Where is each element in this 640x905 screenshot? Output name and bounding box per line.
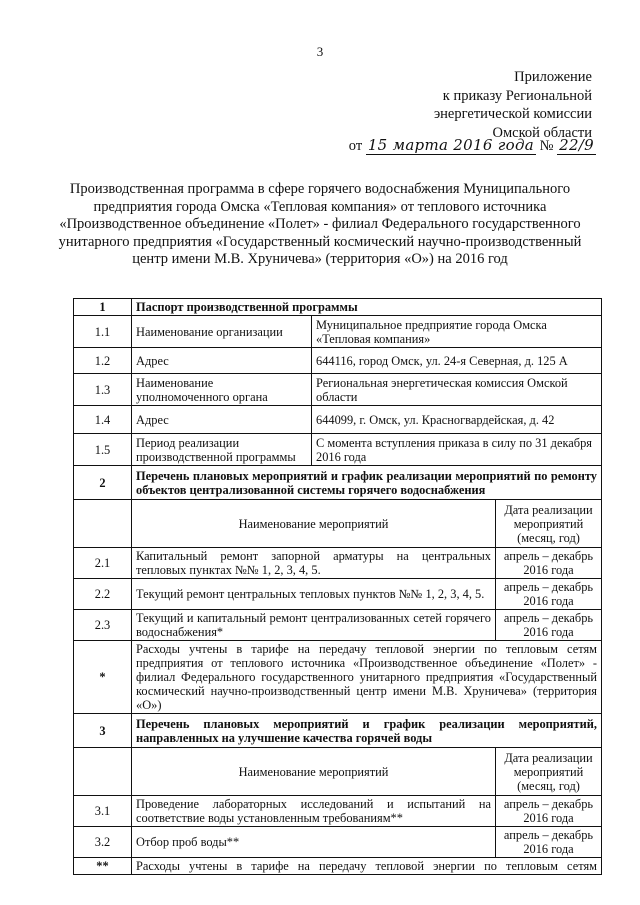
section-title: Перечень плановых мероприятий и график реализации мероприятий, направленных на улучшение качества горячей воды [132,714,602,748]
table-row [74,374,602,406]
row-value: 644099, г. Омск, ул. Красногвардейская, д. 42 [312,406,602,434]
section-number: 3 [74,714,132,748]
column-header-name: Наименование мероприятий [132,500,496,548]
table-row [74,434,602,466]
appendix-line: энергетической комиссии [433,106,592,122]
table-row [74,827,602,858]
appendix-line: Омской области [492,124,592,141]
date-prefix: от [348,138,363,154]
note-row [74,641,602,714]
activity-name: Текущий и капитальный ремонт централизованных сетей горячего водоснабжения* [132,610,496,641]
page-number: 3 [316,44,324,59]
row-number: 2.1 [74,548,132,579]
note-mark: ** [74,858,132,875]
row-number: 1.1 [74,316,132,348]
activity-name: Отбор проб воды** [132,827,496,858]
section-title: Перечень плановых мероприятий и график реализации мероприятий по ремонту объектов централизованной системы горячего водоснабжения [132,466,602,500]
handwritten-number: 22/9 [559,136,594,154]
activity-name: Капитальный ремонт запорной арматуры на центральных тепловых пунктах №№ 1, 2, 3, 4, 5. [132,548,496,579]
table-row [74,579,602,610]
row-number: 2.3 [74,610,132,641]
section-header-row [74,714,602,748]
section-title: Паспорт производственной программы [132,299,602,316]
table-row [74,406,602,434]
activity-date: апрель – декабрь 2016 года [496,579,602,610]
activity-date: апрель – декабрь 2016 года [496,796,602,827]
section-number: 2 [74,466,132,500]
column-header-date: Дата реализации мероприятий (месяц, год) [496,748,602,796]
row-label: Адрес [132,406,312,434]
handwritten-date: 15 марта 2016 года [367,136,535,154]
table-row [74,348,602,374]
table-row [74,796,602,827]
note-row [74,858,602,875]
row-number: 3.1 [74,796,132,827]
row-value: С момента вступления приказа в силу по 31 декабря 2016 года [312,434,602,466]
activity-name: Текущий ремонт центральных тепловых пунктов №№ 1, 2, 3, 4, 5. [132,579,496,610]
program-table [73,298,602,875]
note-mark: * [74,641,132,714]
row-number: 1.5 [74,434,132,466]
row-value: Региональная энергетическая комиссия Омской области [312,374,602,406]
column-header-name: Наименование мероприятий [132,748,496,796]
row-value: Муниципальное предприятие города Омска «Тепловая компания» [312,316,602,348]
row-label: Адрес [132,348,312,374]
section-number: 1 [74,299,132,316]
activity-name: Проведение лабораторных исследований и испытаний на соответствие воды установленным требованиям** [132,796,496,827]
column-header-row [74,500,602,548]
empty-cell [74,748,132,796]
row-number: 1.3 [74,374,132,406]
row-label: Наименование организации [132,316,312,348]
table-row [74,610,602,641]
table-row [74,548,602,579]
row-value: 644116, город Омск, ул. 24-я Северная, д. 125 А [312,348,602,374]
empty-cell [74,500,132,548]
section-header-row [74,466,602,500]
row-number: 2.2 [74,579,132,610]
table-row [74,316,602,348]
row-label: Период реализации производственной программы [132,434,312,466]
row-number: 1.4 [74,406,132,434]
activity-date: апрель – декабрь 2016 года [496,610,602,641]
activity-date: апрель – декабрь 2016 года [496,827,602,858]
note-text: Расходы учтены в тарифе на передачу тепловой энергии по тепловым сетям предприятия от теплового источника «Производственное объединение «Полет» - филиал Федерального государственного унитарного предприятия «Государственный космический научно-производственный центр имени М.В. Хруничева» (территория «О») [132,641,602,714]
appendix-block [434,68,592,142]
row-number: 3.2 [74,827,132,858]
row-number: 1.2 [74,348,132,374]
row-label: Наименование уполномоченного органа [132,374,312,406]
document-title: Производственная программа в сфере горячего водоснабжения Муниципального предприятия города Омска «Тепловая компания» от теплового источника «Производственное объединение «Полет» - филиал Федерального государственного унитарного предприятия «Государственный космический научно-производственный центр имени М.В. Хруничева» (территория «О») на 2016 год [58,181,582,268]
section-header-row [74,299,602,316]
column-header-date: Дата реализации мероприятий (месяц, год) [496,500,602,548]
note-text: Расходы учтены в тарифе на передачу тепловой энергии по тепловым сетям [132,858,602,875]
order-date-line [349,136,596,155]
appendix-line: к приказу Региональной [442,87,592,104]
activity-date: апрель – декабрь 2016 года [496,548,602,579]
number-prefix: № [539,138,554,154]
column-header-row [74,748,602,796]
appendix-line: Приложение [514,69,592,85]
